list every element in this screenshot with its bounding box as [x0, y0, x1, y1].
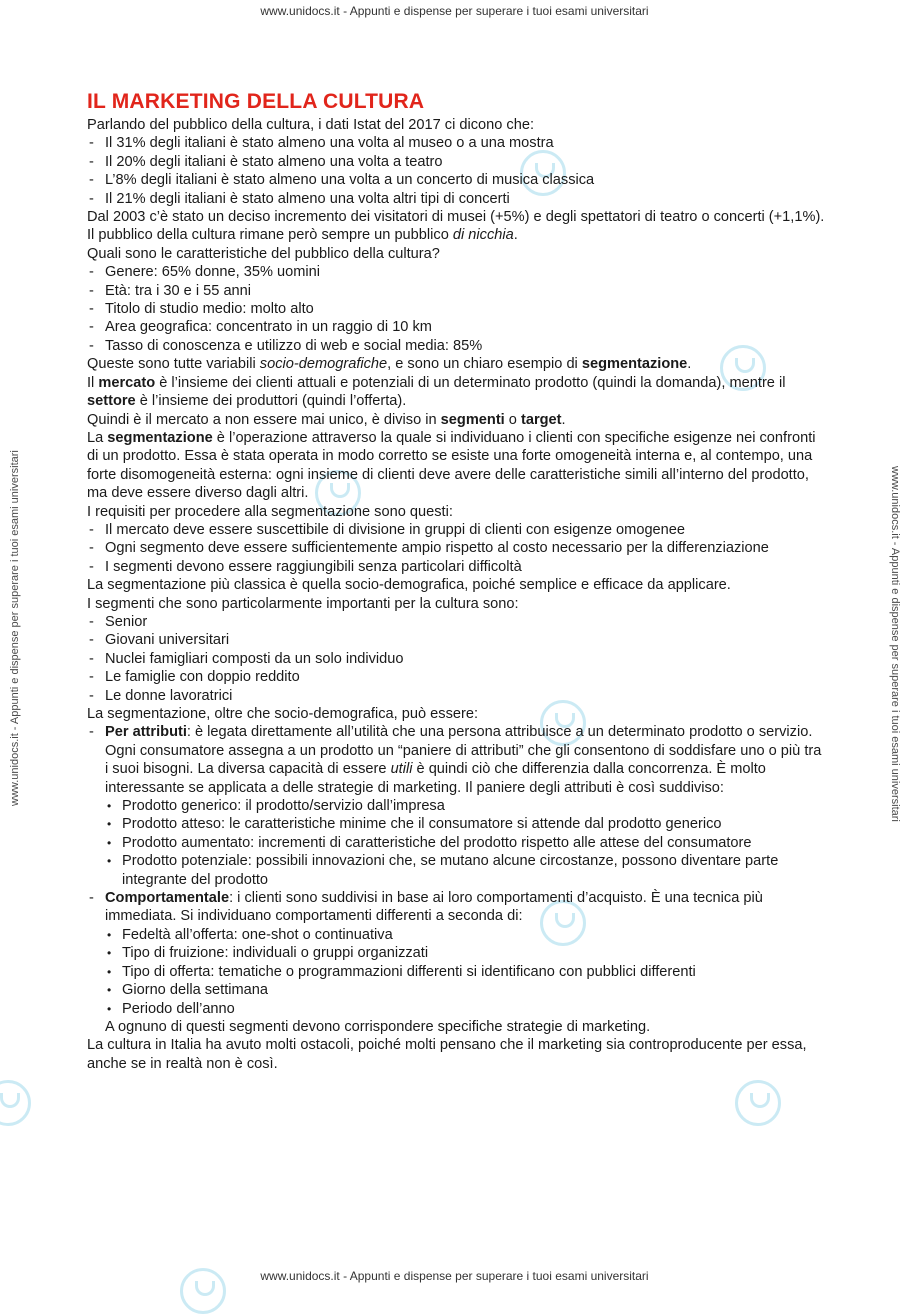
list-item: - Senior: [87, 613, 827, 631]
question-paragraph: Quali sono le caratteristiche del pubblico della cultura?: [87, 245, 440, 262]
list-item: • Prodotto atteso: le caratteristiche minime che il consumatore si attende dal prodotto generico: [105, 815, 827, 833]
list-item: - Nuclei famigliari composti da un solo individuo: [87, 650, 827, 668]
list-item-attributes: - Per attributi: è legata direttamente all’utilità che una persona attribuisce a un determinato prodotto o servizio. Ogni consumatore assegna a un prodotto un “paniere di attributi” che gli consentono di soddisfare uno o più tra i suoi bisogni. La diversa capacità di essere utili è quindi ciò che differenzia dalla concorrenza. È molto interessante se applicata a delle strategie di marketing. Il paniere degli attributi è così suddiviso:: [87, 723, 827, 797]
traits-list: [87, 263, 827, 355]
list-item: - I segmenti devono essere raggiungibili senza particolari difficoltà: [87, 558, 827, 576]
list-item: - Ogni segmento deve essere sufficientemente ampio rispetto al costo necessario per la differenziazione: [87, 539, 827, 557]
list-item: - L’8% degli italiani è stato almeno una volta a un concerto di musica classica: [87, 171, 827, 189]
left-watermark-banner: www.unidocs.it - Appunti e dispense per superare i tuoi esami universitari: [9, 450, 21, 806]
header-watermark-banner: www.unidocs.it - Appunti e dispense per superare i tuoi esami universitari: [260, 4, 649, 18]
list-item-behavioural: - Comportamentale: i clienti sono suddivisi in base ai loro comportamenti d’acquisto. È una tecnica più immediata. Si individuano comportamenti differenti a seconda di:: [87, 889, 827, 926]
list-item: • Fedeltà all’offerta: one-shot o continuativa: [105, 926, 827, 944]
footer-watermark-banner: www.unidocs.it - Appunti e dispense per superare i tuoi esami universitari: [260, 1269, 649, 1283]
segmentation-types-list: [87, 723, 827, 797]
list-item: - Tasso di conoscenza e utilizzo di web e social media: 85%: [87, 337, 827, 355]
watermark-logo-icon: [735, 1080, 781, 1126]
list-item: - Età: tra i 30 e i 55 anni: [87, 282, 827, 300]
requirements-list: [87, 521, 827, 576]
stats-list: [87, 134, 827, 208]
list-item: - Genere: 65% donne, 35% uomini: [87, 263, 827, 281]
attributes-sublist: [87, 797, 827, 889]
segmentation-types-list-2: [87, 889, 827, 926]
list-item: - Il 31% degli italiani è stato almeno una volta al museo o a una mostra: [87, 134, 827, 152]
watermark-logo-icon: [0, 1080, 31, 1126]
segmentation-definition: La segmentazione è l’operazione attraverso la quale si individuano i clienti con specifiche esigenze nei confronti di un prodotto. Essa è stata operata in modo corretto se esiste una forte omogeneità interna e, al contempo, una forte disomogeneità esterna: ogni insieme di clienti deve avere delle caratteristiche simili all’interno del prodotto, ma deve essere diverso dagli altri.: [87, 429, 816, 502]
list-item: - Il 20% degli italiani è stato almeno una volta a teatro: [87, 153, 827, 171]
classic-paragraph: La segmentazione più classica è quella socio-demografica, poiché semplice e efficace da applicare.: [87, 577, 731, 594]
list-item: • Tipo di fruizione: individuali o gruppi organizzati: [105, 944, 827, 962]
list-item: - Il mercato deve essere suscettibile di divisione in gruppi di clienti con esigenze omogenee: [87, 521, 827, 539]
right-watermark-banner: www.unidocs.it - Appunti e dispense per superare i tuoi esami universitari: [889, 466, 901, 822]
segments-list: [87, 613, 827, 705]
list-item: - Le donne lavoratrici: [87, 687, 827, 705]
list-item: - Titolo di studio medio: molto alto: [87, 300, 827, 318]
list-item: • Prodotto aumentato: incrementi di caratteristiche del prodotto rispetto alle attese del consumatore: [105, 834, 827, 852]
document-title: IL MARKETING DELLA CULTURA: [87, 90, 425, 113]
market-paragraph: Il mercato è l’insieme dei clienti attuali e potenziali di un determinato prodotto (quindi la domanda), mentre il settore è l’insieme dei produttori (quindi l’offerta).: [87, 374, 786, 410]
increase-paragraph: Dal 2003 c’è stato un deciso incremento dei visitatori di musei (+5%) e degli spettatori di teatro o concerti (+1,1%). Il pubblico della cultura rimane però sempre un pubblico di nicchia.: [87, 209, 825, 244]
list-item: - Area geografica: concentrato in un raggio di 10 km: [87, 318, 827, 336]
segmentation-types-intro: La segmentazione, oltre che socio-demografica, può essere:: [87, 706, 479, 722]
document-body: [87, 90, 827, 1073]
list-item: • Prodotto potenziale: possibili innovazioni che, se mutano alcune circostanze, possono diventare parte integrante del prodotto: [105, 852, 827, 889]
list-item: • Periodo dell’anno: [105, 1000, 827, 1018]
list-item: • Giorno della settimana: [105, 981, 827, 999]
behavioural-sublist: [87, 926, 827, 1018]
list-item: - Il 21% degli italiani è stato almeno una volta altri tipi di concerti: [87, 190, 827, 208]
list-item: - Giovani universitari: [87, 631, 827, 649]
requirements-intro: I requisiti per procedere alla segmentazione sono questi:: [87, 503, 453, 520]
segments-intro: I segmenti che sono particolarmente importanti per la cultura sono:: [87, 595, 519, 612]
list-item: - Le famiglie con doppio reddito: [87, 668, 827, 686]
divided-paragraph: Quindi è il mercato a non essere mai unico, è diviso in segmenti o target.: [87, 411, 566, 428]
strategies-paragraph: A ognuno di questi segmenti devono corrispondere specifiche strategie di marketing.: [105, 1018, 651, 1035]
intro-paragraph: Parlando del pubblico della cultura, i dati Istat del 2017 ci dicono che:: [87, 117, 535, 133]
list-item: • Tipo di offerta: tematiche o programmazioni differenti si identificano con pubblici differenti: [105, 963, 827, 981]
conclusion-paragraph: La cultura in Italia ha avuto molti ostacoli, poiché molti pensano che il marketing sia controproducente per essa, anche se in realtà non è così.: [87, 1037, 807, 1072]
list-item: • Prodotto generico: il prodotto/servizio dall’impresa: [105, 797, 827, 815]
variables-paragraph: Queste sono tutte variabili socio-demografiche, e sono un chiaro esempio di segmentazione.: [87, 356, 692, 373]
